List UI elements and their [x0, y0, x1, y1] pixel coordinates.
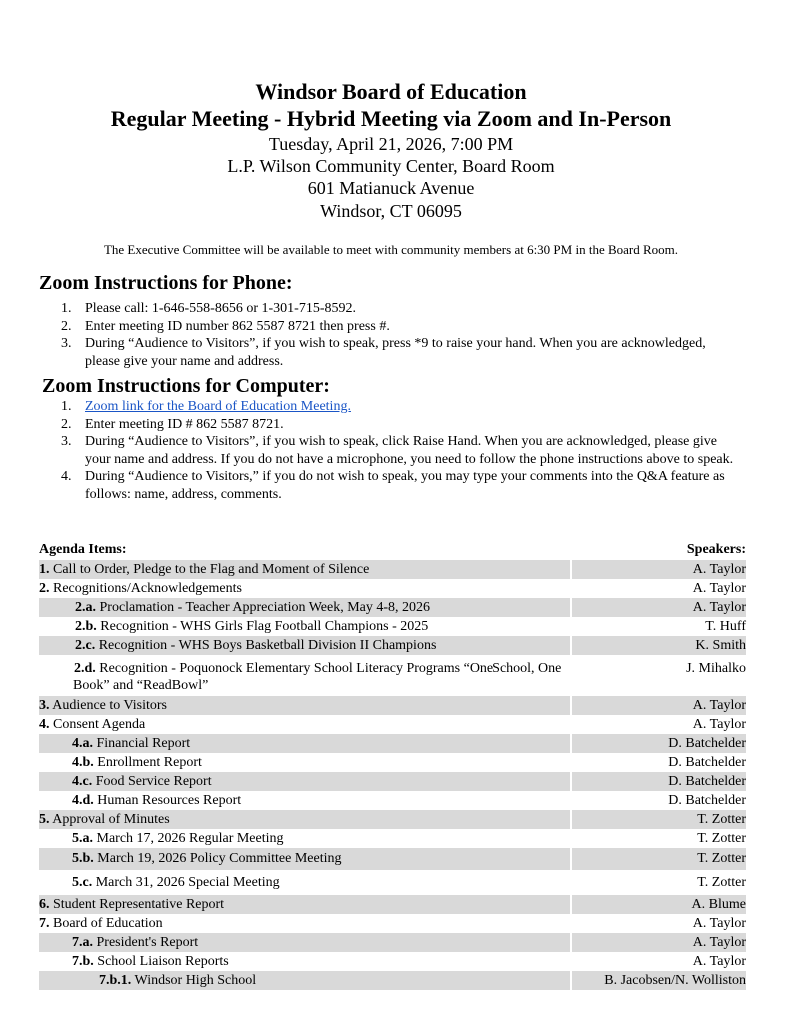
list-item	[56, 318, 736, 336]
item-text: During “Audience to Visitors”, if you wish to speak, press *9 to raise your hand. When you are acknowledged, please give your name and address.	[85, 336, 706, 369]
agenda-text: Approval of Minutes	[52, 812, 170, 827]
agenda-speaker: B. Jacobsen/N. Wolliston	[572, 971, 746, 990]
agenda-speaker: K. Smith	[572, 636, 746, 655]
speakers-label: Speakers:	[686, 542, 746, 557]
agenda-row	[39, 772, 746, 791]
list-item	[56, 416, 736, 434]
item-number: 1.	[61, 301, 72, 316]
meeting-city: Windsor, CT 06095	[320, 201, 462, 221]
agenda-row	[39, 617, 746, 636]
agenda-number: 1.	[39, 562, 50, 577]
agenda-text: Human Resources Report	[97, 793, 242, 808]
agenda-row	[39, 829, 746, 848]
agenda-text: March 17, 2026 Regular Meeting	[96, 831, 284, 846]
phone-instructions-heading: Zoom Instructions for Phone:	[39, 272, 293, 294]
item-number: 2.	[61, 416, 72, 432]
agenda-row	[39, 933, 746, 952]
agenda-speaker: A. Taylor	[692, 717, 746, 732]
list-item	[56, 398, 736, 416]
agenda-text: Food Service Report	[95, 774, 212, 789]
agenda-number: 7.b.1.	[99, 973, 132, 988]
agenda-text: Recognition - Poquonock Elementary School Literacy Programs “One	[99, 661, 494, 676]
item-number: 4.	[61, 469, 72, 484]
agenda-number: 4.c.	[72, 774, 93, 789]
agenda-row	[39, 848, 746, 870]
agenda-row	[39, 952, 746, 971]
agenda-speaker: T. Zotter	[572, 810, 746, 829]
agenda-text: Recognition - WHS Girls Flag Football Champions - 2025	[100, 619, 429, 634]
agenda-text: Student Representative Report	[53, 897, 225, 912]
agenda-number: 2.b.	[75, 619, 97, 634]
agenda-row	[39, 636, 746, 655]
agenda-speaker: A. Taylor	[572, 933, 746, 952]
agenda-number: 2.d.	[74, 661, 96, 676]
agenda-speaker: T. Zotter	[572, 848, 746, 870]
agenda-number: 4.a.	[72, 736, 93, 751]
agenda-number: 7.	[39, 916, 50, 931]
phone-instructions-list	[56, 300, 736, 370]
item-number: 2.	[61, 318, 72, 334]
list-item	[56, 433, 736, 468]
item-number: 1.	[61, 399, 72, 414]
agenda-text: Proclamation - Teacher Appreciation Week, May 4-8, 2026	[99, 600, 431, 615]
agenda-speaker: T. Zotter	[697, 831, 746, 846]
agenda-speaker: A. Taylor	[572, 598, 746, 617]
agenda-speaker: A. Taylor	[692, 954, 746, 969]
executive-committee-note: The Executive Committee will be available to meet with community members at 6:30 PM in the Board Room.	[103, 242, 679, 257]
agenda-text: Audience to Visitors	[52, 698, 168, 713]
agenda-text: Call to Order, Pledge to the Flag and Moment of Silence	[53, 562, 370, 577]
agenda-row	[39, 696, 746, 715]
agenda-number: 3.	[39, 698, 50, 713]
meeting-street: 601 Matianuck Avenue	[307, 178, 475, 198]
agenda-speaker: D. Batchelder	[572, 772, 746, 791]
board-title: Windsor Board of Education	[255, 79, 527, 104]
agenda-speaker: D. Batchelder	[668, 755, 746, 770]
agenda-text: Financial Report	[96, 736, 191, 751]
meeting-date: Tuesday, April 21, 2026, 7:00 PM	[268, 134, 514, 154]
agenda-speaker: D. Batchelder	[572, 734, 746, 753]
item-text: During “Audience to Visitors”, if you wish to speak, click Raise Hand. When you are acknowledged, please give your name and address. If you do not have a microphone, you need to follow the phone instructions above to speak.	[85, 434, 734, 467]
agenda-speaker: T. Huff	[705, 619, 746, 634]
agenda-text: School Liaison Reports	[97, 954, 229, 969]
list-item	[56, 468, 736, 503]
agenda-row	[39, 753, 746, 772]
agenda-row	[39, 579, 746, 598]
list-item	[56, 335, 736, 370]
agenda-speaker: A. Blume	[572, 895, 746, 914]
computer-instructions-list	[56, 398, 736, 503]
item-text: Please call: 1-646-558-8656 or 1-301-715-8592.	[85, 301, 356, 316]
agenda-row	[39, 914, 746, 933]
agenda-text: President's Report	[96, 935, 199, 950]
agenda-text: March 31, 2026 Special Meeting	[95, 875, 280, 890]
agenda-row	[39, 715, 746, 734]
agenda-text: Consent Agenda	[53, 717, 146, 732]
agenda-text: March 19, 2026 Policy Committee Meeting	[97, 851, 342, 866]
item-text: Enter meeting ID # 862 5587 8721.	[85, 416, 284, 432]
meeting-venue: L.P. Wilson Community Center, Board Room	[227, 156, 555, 176]
agenda-number: 5.c.	[72, 875, 93, 890]
agenda-row	[39, 560, 746, 579]
agenda-speaker: A. Taylor	[572, 696, 746, 715]
agenda-number: 4.d.	[72, 793, 94, 808]
item-text: Enter meeting ID number 862 5587 8721 then press #.	[85, 318, 390, 334]
agenda-number: 4.	[39, 717, 50, 732]
agenda-header	[39, 540, 746, 560]
agenda-table	[39, 540, 746, 990]
agenda-number: 4.b.	[72, 755, 94, 770]
agenda-number: 5.a.	[72, 831, 93, 846]
computer-instructions-heading: Zoom Instructions for Computer:	[42, 375, 330, 397]
agenda-text-continued: School, One Book” and “ReadBowl”	[73, 661, 562, 693]
agenda-text: Enrollment Report	[97, 755, 202, 770]
agenda-number: 7.b.	[72, 954, 94, 969]
agenda-number: 5.b.	[72, 851, 94, 866]
agenda-row	[39, 598, 746, 617]
agenda-row	[39, 971, 746, 990]
item-text: During “Audience to Visitors,” if you do not wish to speak, you may type your comments into the Q&A feature as follows: name, address, comments.	[85, 469, 725, 502]
meeting-subtitle: Regular Meeting - Hybrid Meeting via Zoom and In-Person	[110, 106, 672, 131]
agenda-items-label: Agenda Items:	[39, 542, 127, 557]
agenda-number: 2.c.	[75, 638, 96, 653]
agenda-number: 7.a.	[72, 935, 93, 950]
agenda-speaker: T. Zotter	[697, 875, 746, 890]
agenda-text: Recognition - WHS Boys Basketball Division II Champions	[98, 638, 437, 653]
agenda-row	[39, 810, 746, 829]
agenda-number: 5.	[39, 812, 50, 827]
agenda-row	[39, 870, 746, 895]
list-item	[56, 300, 736, 318]
agenda-number: 2.a.	[75, 600, 96, 615]
agenda-speaker: J. Mihalko	[686, 661, 746, 676]
zoom-meeting-link[interactable]: Zoom link for the Board of Education Meeting.	[85, 399, 351, 414]
agenda-text: Windsor High School	[134, 973, 257, 988]
agenda-number: 6.	[39, 897, 50, 912]
item-number: 3.	[61, 434, 72, 449]
agenda-row	[39, 895, 746, 914]
item-number: 3.	[61, 336, 72, 351]
agenda-text: Board of Education	[53, 916, 163, 931]
agenda-speaker: A. Taylor	[692, 916, 746, 931]
agenda-speaker: D. Batchelder	[668, 793, 746, 808]
agenda-speaker: A. Taylor	[692, 581, 746, 596]
agenda-row	[39, 734, 746, 753]
agenda-row	[39, 655, 746, 696]
agenda-row	[39, 791, 746, 810]
agenda-text: Recognitions/Acknowledgements	[53, 581, 242, 596]
agenda-number: 2.	[39, 581, 50, 596]
agenda-speaker: A. Taylor	[572, 560, 746, 579]
